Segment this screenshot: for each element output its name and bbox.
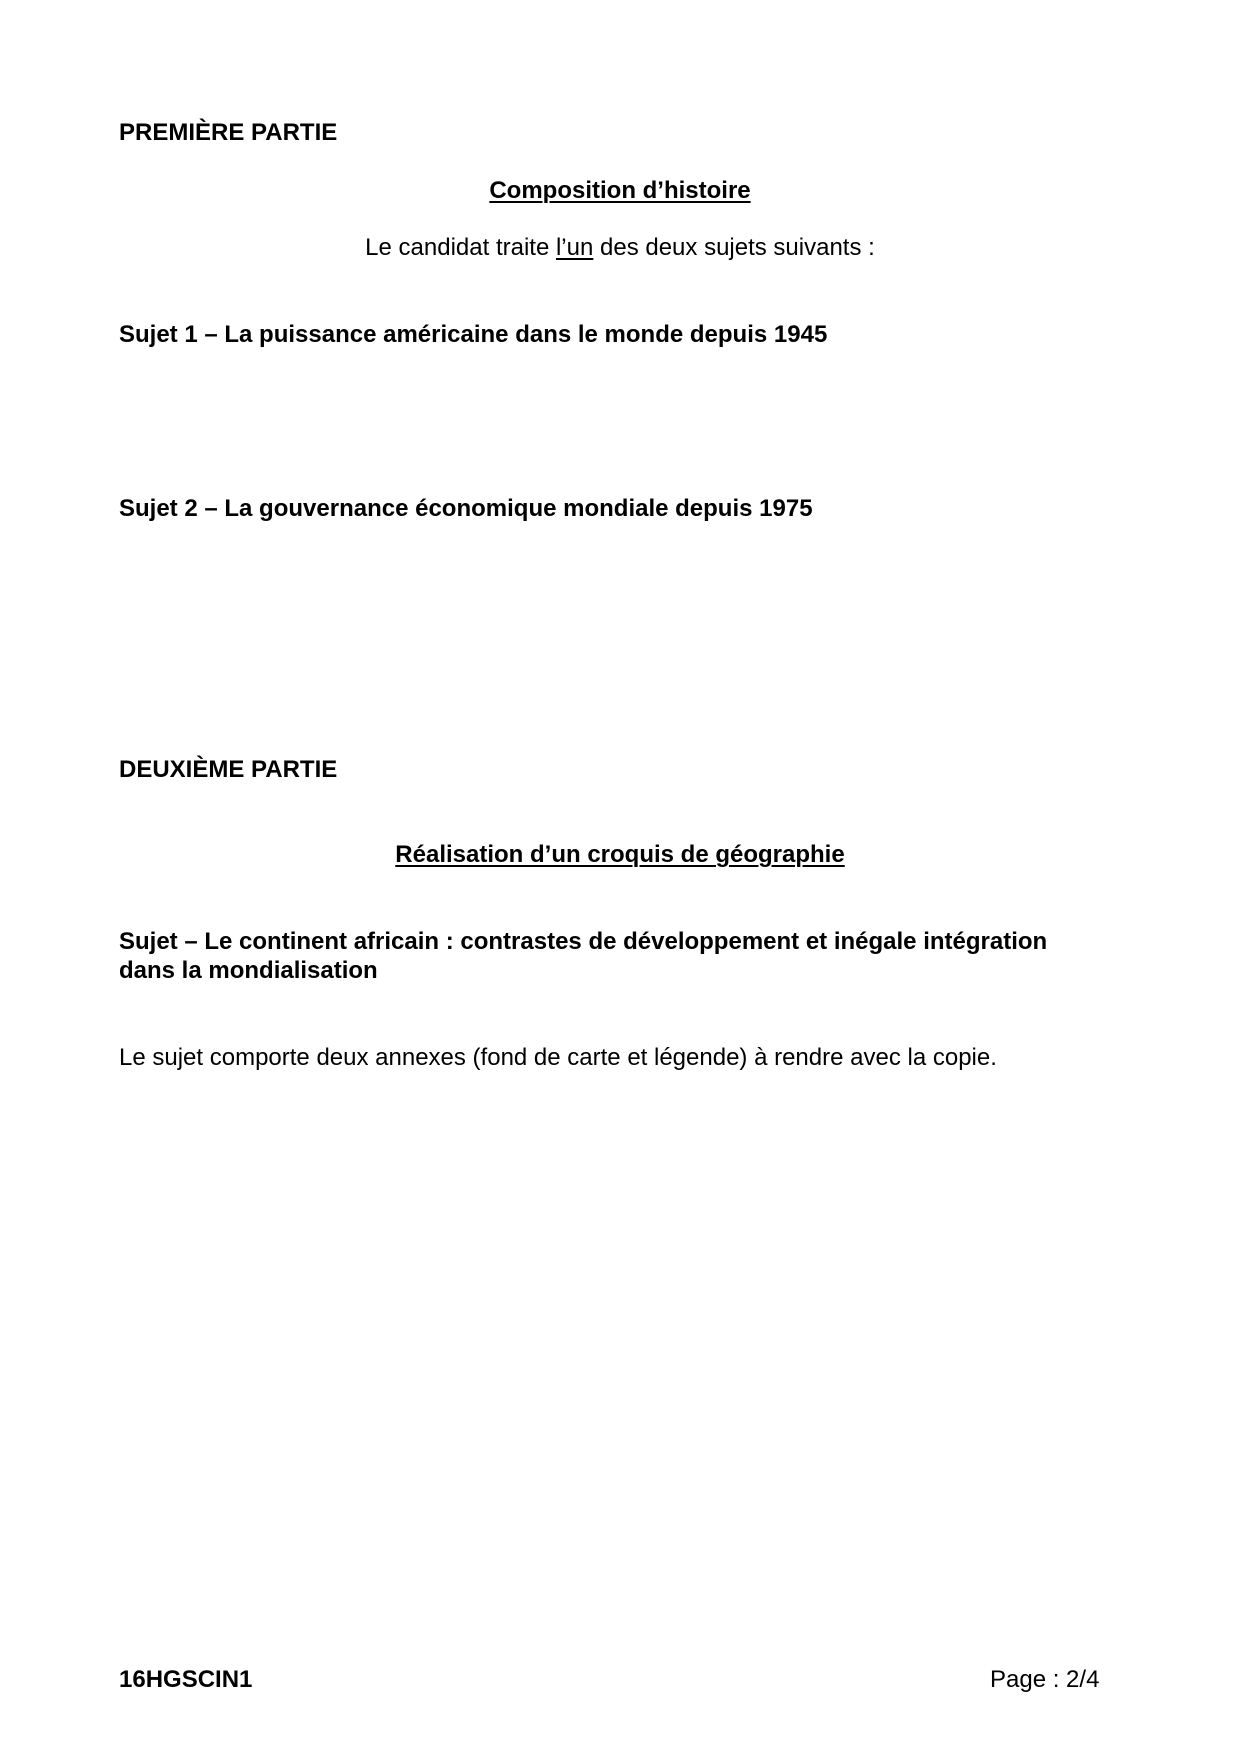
part1-heading: PREMIÈRE PARTIE — [119, 119, 338, 146]
instruction-underlined: l’un — [555, 234, 594, 261]
part2-subject-line1: Sujet – Le continent africain : contrastes de développement et inégale intégration — [119, 928, 1048, 955]
part1-section-title: Composition d’histoire — [489, 177, 751, 204]
part2-subject-line2: dans la mondialisation — [119, 957, 378, 984]
instruction-before: Le candidat traite — [365, 234, 556, 261]
subject-2: Sujet 2 – La gouvernance économique mondiale depuis 1975 — [119, 495, 813, 522]
subject-1: Sujet 1 – La puissance américaine dans le monde depuis 1945 — [119, 321, 828, 348]
part2-section-title: Réalisation d’un croquis de géographie — [395, 841, 845, 868]
part2-note: Le sujet comporte deux annexes (fond de carte et légende) à rendre avec la copie. — [119, 1044, 997, 1071]
footer-code: 16HGSCIN1 — [119, 1666, 253, 1693]
footer-page-number: Page : 2/4 — [990, 1666, 1100, 1693]
part1-instruction — [0, 233, 1240, 262]
instruction-after: des deux sujets suivants : — [593, 234, 875, 261]
part2-heading: DEUXIÈME PARTIE — [119, 756, 338, 783]
